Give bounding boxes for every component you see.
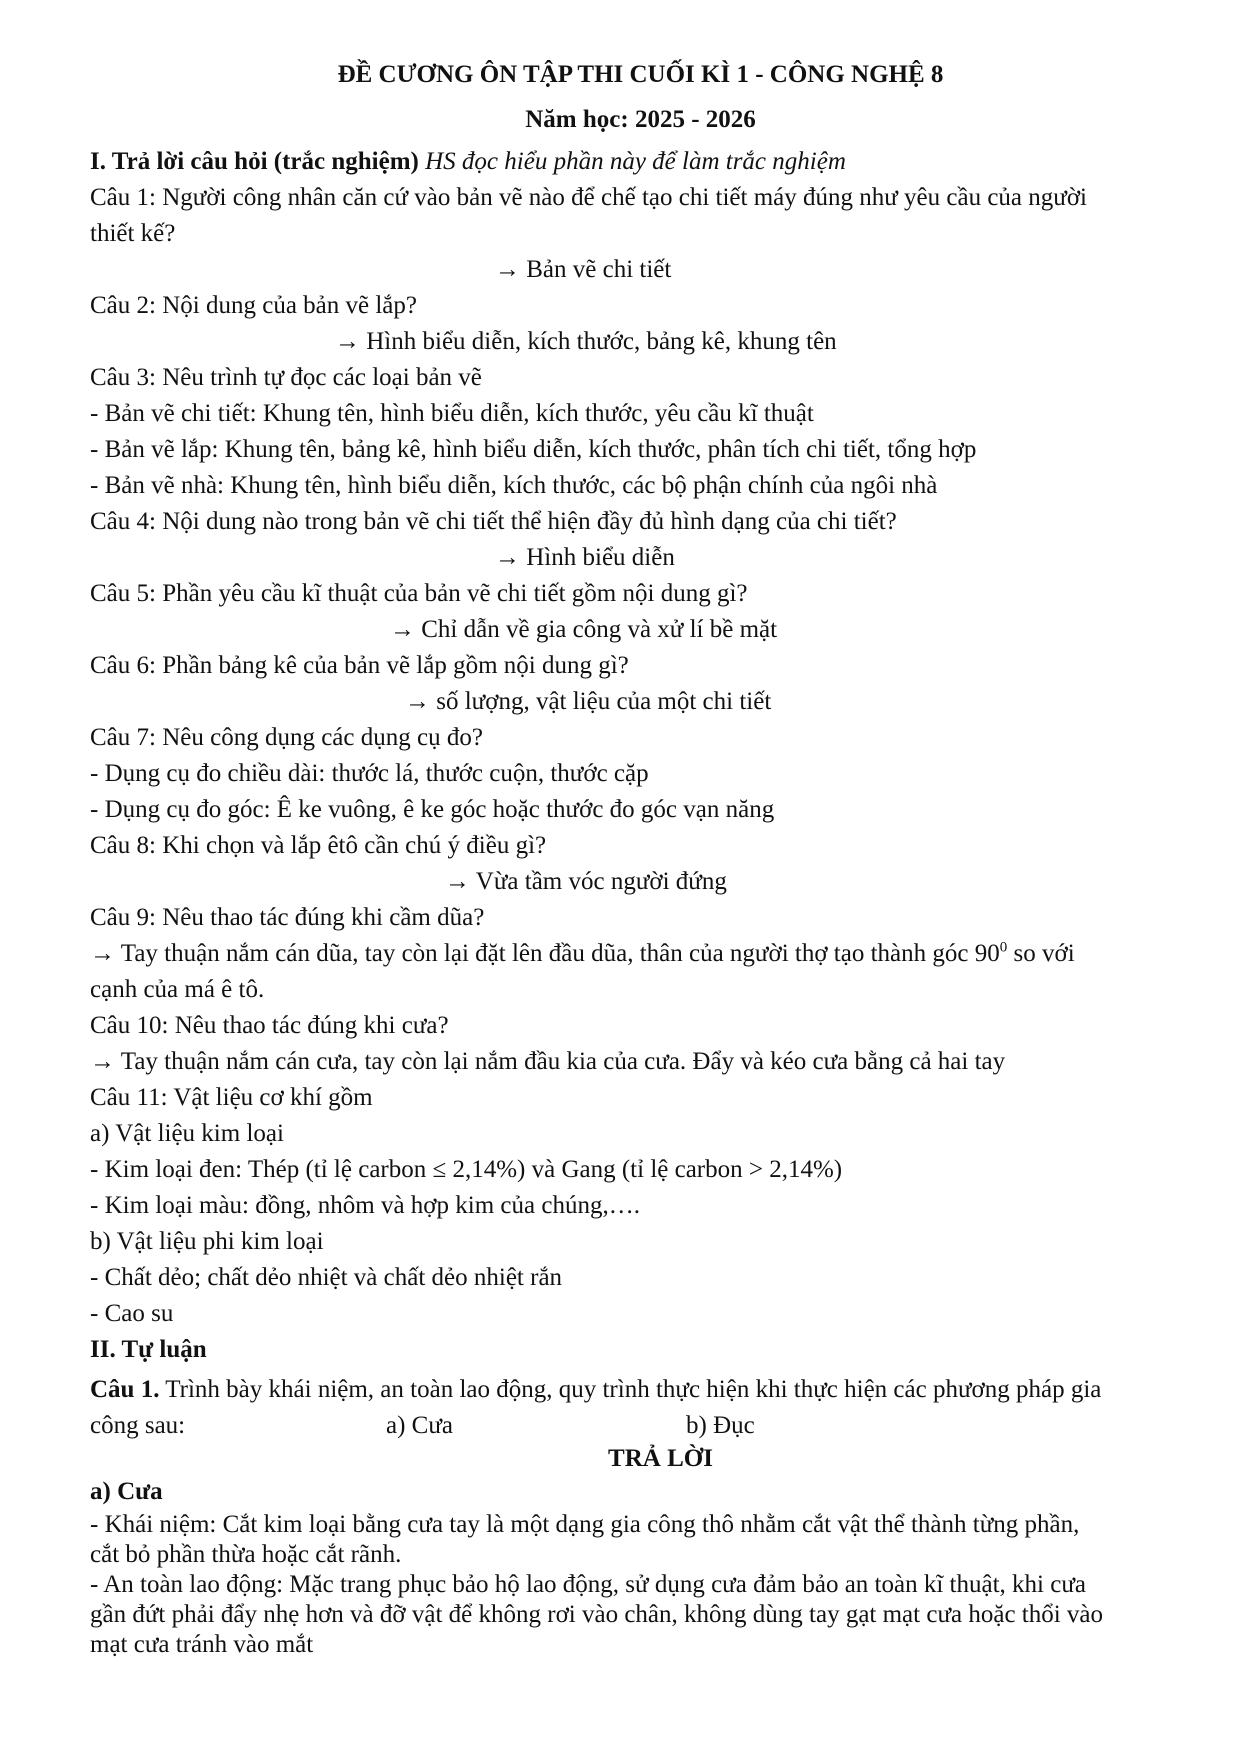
question-3-item: - Bản vẽ nhà: Khung tên, hình biểu diễn, kích thước, các bộ phận chính của ngôi nhà <box>90 472 938 499</box>
question-11 <box>90 1080 1191 1332</box>
essay-question-1-lead: công sau: <box>90 1412 186 1439</box>
question-2-answer: → Hình biểu diễn, kích thước, bảng kê, khung tên <box>335 328 837 355</box>
document-title: ĐỀ CƯƠNG ÔN TẬP THI CUỐI KÌ 1 - CÔNG NGHỆ 8 <box>337 61 944 88</box>
question-4-text: Câu 4: Nội dung nào trong bản vẽ chi tiết thể hiện đầy đủ hình dạng của chi tiết? <box>90 508 897 535</box>
essay-question-1-body: Trình bày khái niệm, an toàn lao động, quy trình thực hiện khi thực hiện các phương pháp gia <box>159 1376 1102 1403</box>
question-6-answer: → số lượng, vật liệu của một chi tiết <box>405 688 772 715</box>
question-11-line: - Chất dẻo; chất dẻo nhiệt và chất dẻo nhiệt rắn <box>90 1264 563 1291</box>
question-1-text: Câu 1: Người công nhân căn cứ vào bản vẽ nào để chế tạo chi tiết máy đúng như yêu cầu của người <box>90 184 1087 211</box>
question-3-item: - Bản vẽ lắp: Khung tên, bảng kê, hình biểu diễn, kích thước, phân tích chi tiết, tổng hợp <box>90 436 977 463</box>
question-2 <box>90 288 1191 360</box>
question-9-answer-cont: cạnh của má ê tô. <box>90 976 265 1003</box>
answer-heading: TRẢ LỜI <box>608 1445 713 1472</box>
question-11-line: - Kim loại đen: Thép (tỉ lệ carbon ≤ 2,14%) và Gang (tỉ lệ carbon > 2,14%) <box>90 1156 843 1183</box>
question-9-answer <box>90 936 1191 972</box>
safety-text-end: mạt cưa tránh vào mắt <box>90 1631 314 1658</box>
concept-text: - Khái niệm: Cắt kim loại bằng cưa tay là một dạng gia công thô nhằm cắt vật thể thành từng phần, <box>90 1511 1080 1538</box>
question-6-text: Câu 6: Phần bảng kê của bản vẽ lắp gồm nội dung gì? <box>90 652 629 679</box>
question-5 <box>90 576 1191 648</box>
option-b: b) Đục <box>686 1412 755 1439</box>
essay-question-1 <box>90 1372 1191 1444</box>
section-1-heading <box>90 144 1191 180</box>
concept-text-cont: cắt bỏ phần thừa hoặc cắt rãnh. <box>90 1541 402 1568</box>
question-9-text: Câu 9: Nêu thao tác đúng khi cầm dũa? <box>90 904 485 931</box>
section-1-note: HS đọc hiểu phần này để làm trắc nghiệm <box>425 148 846 175</box>
safety-text: - An toàn lao động: Mặc trang phục bảo hộ lao động, sử dụng cưa đảm bảo an toàn kĩ thuật, khi cưa <box>90 1571 1086 1598</box>
essay-question-1-options <box>90 1408 1191 1444</box>
essay-question-1-label: Câu 1. <box>90 1376 160 1403</box>
question-11-line: a) Vật liệu kim loại <box>90 1120 284 1147</box>
question-10-text: Câu 10: Nêu thao tác đúng khi cưa? <box>90 1012 449 1039</box>
school-year: Năm học: 2025 - 2026 <box>525 106 756 133</box>
question-8 <box>90 828 1191 900</box>
question-2-text: Câu 2: Nội dung của bản vẽ lắp? <box>90 292 417 319</box>
question-5-text: Câu 5: Phần yêu cầu kĩ thuật của bản vẽ chi tiết gồm nội dung gì? <box>90 580 748 607</box>
answer-part-a <box>90 1474 1191 1660</box>
question-11-line: - Cao su <box>90 1300 174 1327</box>
essay-question-1-text <box>90 1372 1191 1408</box>
question-8-answer: → Vừa tầm vóc người đứng <box>445 868 727 895</box>
question-9-answer-part2: so với <box>1007 940 1075 967</box>
question-7-item: - Dụng cụ đo góc: Ê ke vuông, ê ke góc hoặc thước đo góc vạn năng <box>90 796 775 823</box>
question-1 <box>90 180 1191 288</box>
section-1-title: I. Trả lời câu hỏi (trắc nghiệm) <box>90 148 419 175</box>
question-4-answer: → Hình biểu diễn <box>495 544 675 571</box>
question-11-line: b) Vật liệu phi kim loại <box>90 1228 324 1255</box>
question-1-text-cont: thiết kế? <box>90 220 176 247</box>
question-3-text: Câu 3: Nêu trình tự đọc các loại bản vẽ <box>90 364 482 391</box>
question-1-answer: → Bản vẽ chi tiết <box>495 256 672 283</box>
question-9 <box>90 900 1191 1008</box>
degree-superscript: 0 <box>999 939 1008 956</box>
question-7 <box>90 720 1191 828</box>
question-11-text: Câu 11: Vật liệu cơ khí gồm <box>90 1084 373 1111</box>
question-3 <box>90 360 1191 504</box>
question-7-item: - Dụng cụ đo chiều dài: thước lá, thước cuộn, thước cặp <box>90 760 649 787</box>
question-9-answer-part1: → Tay thuận nắm cán dũa, tay còn lại đặt lên đầu dũa, thân của người thợ tạo thành góc 90 <box>90 940 1000 967</box>
question-4 <box>90 504 1191 576</box>
question-11-line: - Kim loại màu: đồng, nhôm và hợp kim của chúng,…. <box>90 1192 640 1219</box>
section-2-heading: II. Tự luận <box>90 1336 207 1363</box>
question-3-item: - Bản vẽ chi tiết: Khung tên, hình biểu diễn, kích thước, yêu cầu kĩ thuật <box>90 400 814 427</box>
question-7-text: Câu 7: Nêu công dụng các dụng cụ đo? <box>90 724 483 751</box>
question-10 <box>90 1008 1191 1080</box>
option-a: a) Cưa <box>386 1412 453 1439</box>
question-10-answer: → Tay thuận nắm cán cưa, tay còn lại nắm đầu kia của cưa. Đẩy và kéo cưa bằng cả hai tay <box>90 1048 1006 1075</box>
question-6 <box>90 648 1191 720</box>
answer-part-a-heading: a) Cưa <box>90 1478 163 1505</box>
safety-text-cont: gần đứt phải đẩy nhẹ hơn và đỡ vật để không rơi vào chân, không dùng tay gạt mạt cưa hoặc thổi vào <box>90 1601 1104 1628</box>
question-8-text: Câu 8: Khi chọn và lắp êtô cần chú ý điều gì? <box>90 832 547 859</box>
question-5-answer: → Chỉ dẫn về gia công và xử lí bề mặt <box>390 616 778 643</box>
